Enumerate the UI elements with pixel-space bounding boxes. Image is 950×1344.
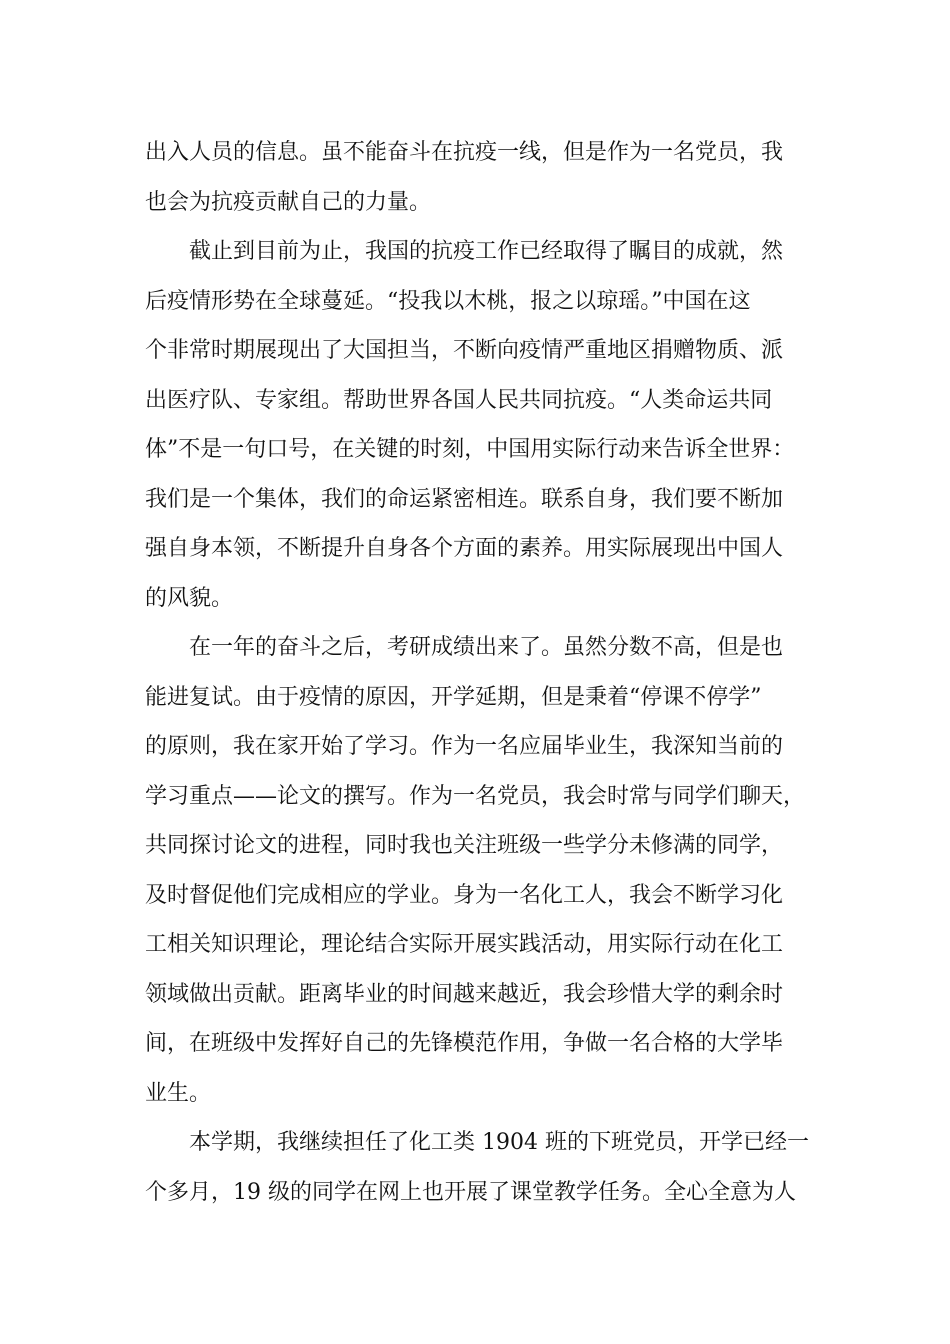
text-line: 个非常时期展现出了大国担当，不断向疫情严重地区捐赠物质、派 bbox=[145, 338, 784, 363]
text-line: 在一年的奋斗之后，考研成绩出来了。虽然分数不高，但是也 bbox=[189, 635, 784, 660]
text-line: 的风貌。 bbox=[145, 585, 234, 611]
text-line: 我们是一个集体，我们的命运紧密相连。联系自身，我们要不断加 bbox=[145, 486, 784, 512]
text-line: 间，在班级中发挥好自己的先锋模范作用，争做一名合格的大学毕 bbox=[145, 1031, 784, 1056]
text-line: 出入人员的信息。虽不能奋斗在抗疫一线，但是作为一名党员，我 bbox=[145, 140, 784, 165]
text-line: 本学期，我继续担任了化工类 1904 班的下班党员，开学已经一 bbox=[189, 1130, 809, 1155]
document-body bbox=[145, 128, 821, 1217]
paragraph-2 bbox=[145, 227, 821, 623]
text-line: 学习重点——论文的撰写。作为一名党员，我会时常与同学们聊天， bbox=[145, 783, 806, 809]
text-line: 的原则，我在家开始了学习。作为一名应届毕业生，我深知当前的 bbox=[145, 734, 784, 759]
text-line: 截止到目前为止，我国的抗疫工作已经取得了瞩目的成就，然 bbox=[189, 239, 784, 264]
text-line: 工相关知识理论，理论结合实际开展实践活动，用实际行动在化工 bbox=[145, 932, 784, 957]
text-line: 领域做出贡献。距离毕业的时间越来越近，我会珍惜大学的剩余时 bbox=[145, 981, 784, 1007]
text-line: 体”不是一句口号，在关键的时刻，中国用实际行动来告诉全世界： bbox=[145, 437, 795, 462]
paragraph-1 bbox=[145, 128, 821, 227]
paragraph-3 bbox=[145, 623, 821, 1118]
text-line: 个多月，19 级的同学在网上也开展了课堂教学任务。全心全意为人 bbox=[145, 1179, 796, 1205]
text-line: 也会为抗疫贡献自己的力量。 bbox=[145, 189, 432, 215]
text-line: 后疫情形势在全球蔓延。“投我以木桃，报之以琼瑶。”中国在这 bbox=[145, 288, 751, 314]
text-line: 业生。 bbox=[145, 1080, 212, 1106]
text-line: 共同探讨论文的进程，同时我也关注班级一些学分未修满的同学， bbox=[145, 833, 784, 858]
text-line: 能进复试。由于疫情的原因，开学延期，但是秉着“停课不停学” bbox=[145, 684, 762, 710]
text-line: 强自身本领，不断提升自身各个方面的素养。用实际展现出中国人 bbox=[145, 536, 784, 561]
text-line: 出医疗队、专家组。帮助世界各国人民共同抗疫。“人类命运共同 bbox=[145, 387, 773, 413]
text-line: 及时督促他们完成相应的学业。身为一名化工人，我会不断学习化 bbox=[145, 882, 784, 908]
paragraph-4 bbox=[145, 1118, 821, 1217]
